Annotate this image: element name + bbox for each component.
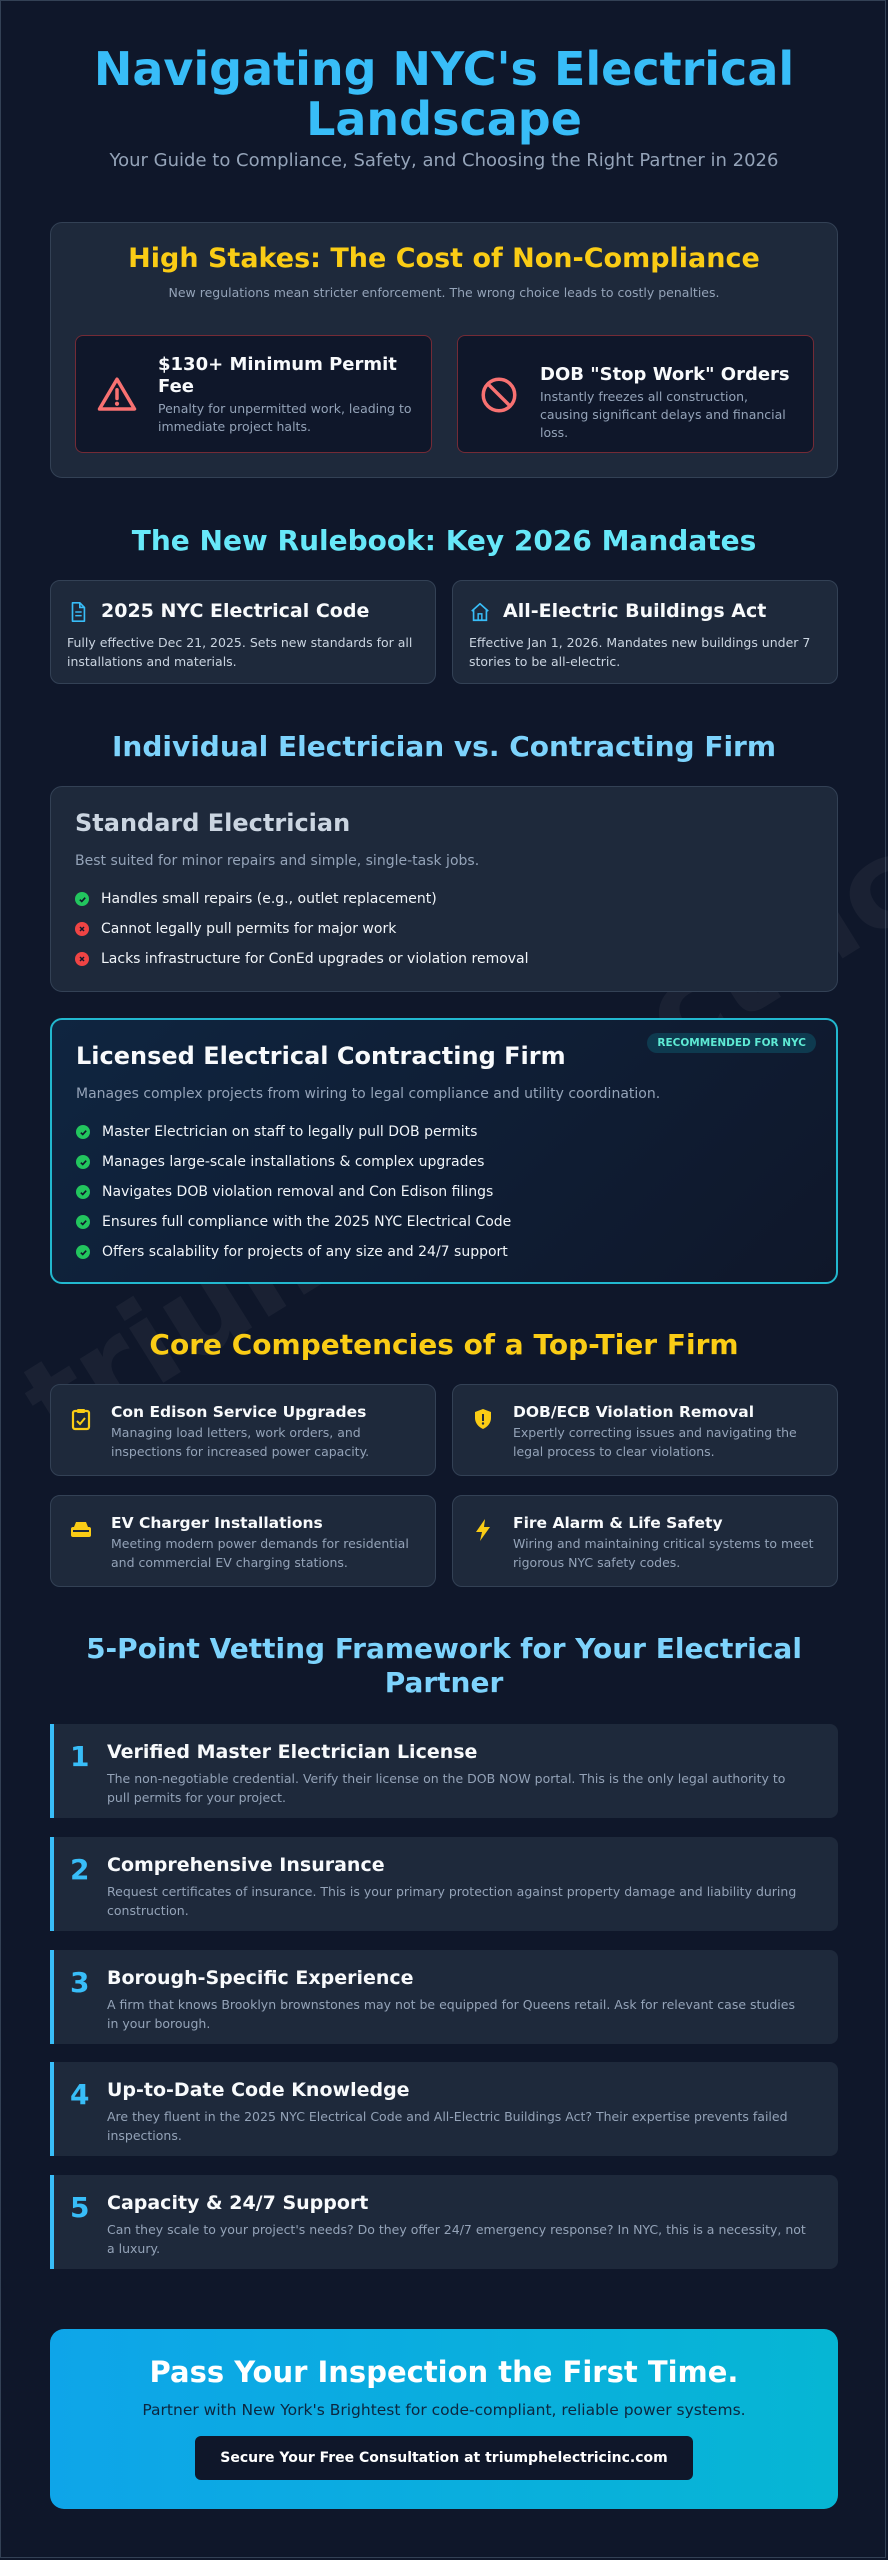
rule-card-electrical-code	[50, 580, 436, 684]
competency-description: Meeting modern power demands for residential and commercial EV charging stations.	[111, 1536, 409, 1570]
list-item-text: Master Electrician on staff to legally pull DOB permits	[102, 1124, 478, 1140]
list-item-text: Offers scalability for projects of any size and 24/7 support	[102, 1244, 508, 1260]
stake-card-stop-work	[457, 335, 814, 453]
competencies-title: Core Competencies of a Top-Tier Firm	[149, 1328, 739, 1361]
contracting-firm-card	[50, 1018, 838, 1284]
stakes-title: High Stakes: The Cost of Non-Compliance	[128, 243, 760, 274]
x-icon	[75, 952, 89, 966]
list-item	[76, 1237, 511, 1267]
step-description: Are they fluent in the 2025 NYC Electrical Code and All-Electric Buildings Act? Their expertise prevents failed inspections.	[107, 2109, 788, 2143]
stakes-section	[50, 222, 838, 478]
list-item	[76, 1207, 511, 1237]
competency-description: Expertly correcting issues and navigating the legal process to clear violations.	[513, 1425, 797, 1459]
rule-card-title: 2025 NYC Electrical Code	[101, 600, 370, 622]
step-number: 3	[70, 1966, 90, 1999]
rule-card-all-electric	[452, 580, 838, 684]
standard-electrician-card	[50, 786, 838, 992]
contracting-firm-title: Licensed Electrical Contracting Firm	[76, 1042, 566, 1070]
list-item	[76, 1147, 511, 1177]
stakes-description: New regulations mean stricter enforcement. The wrong choice leads to costly penalties.	[168, 285, 720, 300]
competency-violation-removal	[452, 1384, 838, 1476]
step-description: Can they scale to your project's needs? Do they offer 24/7 emergency response? In NYC, this is a necessity, not a luxury.	[107, 2222, 806, 2256]
step-title: Capacity & 24/7 Support	[107, 2192, 369, 2214]
prohibited-icon	[478, 374, 520, 416]
list-item	[75, 914, 529, 944]
standard-electrician-list	[75, 884, 529, 974]
stake-card-title: $130+ Minimum Permit Fee	[158, 354, 397, 397]
document-icon	[67, 601, 89, 623]
vetting-step-5	[50, 2175, 838, 2269]
step-title: Borough-Specific Experience	[107, 1967, 414, 1989]
vetting-step-3	[50, 1950, 838, 2044]
warning-icon	[96, 374, 138, 416]
standard-electrician-description: Best suited for minor repairs and simple, single-task jobs.	[75, 853, 480, 869]
list-item-text: Handles small repairs (e.g., outlet replacement)	[101, 891, 437, 907]
list-item-text: Navigates DOB violation removal and Con Edison filings	[102, 1184, 494, 1200]
competency-title: Con Edison Service Upgrades	[111, 1403, 367, 1421]
check-icon	[75, 892, 89, 906]
step-number: 2	[70, 1853, 90, 1886]
vetting-step-4	[50, 2062, 838, 2156]
page-subtitle: Your Guide to Compliance, Safety, and Choosing the Right Partner in 2026	[109, 150, 779, 171]
step-description: The non-negotiable credential. Verify their license on the DOB NOW portal. This is the only legal authority to pull permits for your project.	[107, 1771, 786, 1805]
cta-subtitle: Partner with New York's Brightest for code-compliant, reliable power systems.	[142, 2401, 746, 2419]
list-item-text: Lacks infrastructure for ConEd upgrades or violation removal	[101, 951, 529, 967]
stake-card-permit-fee	[75, 335, 432, 453]
step-title: Up-to-Date Code Knowledge	[107, 2079, 410, 2101]
building-icon	[469, 601, 491, 623]
stake-card-description: Penalty for unpermitted work, leading to immediate project halts.	[158, 401, 412, 434]
competency-con-edison	[50, 1384, 436, 1476]
list-item	[76, 1117, 511, 1147]
competency-title: EV Charger Installations	[111, 1514, 323, 1532]
comparison-title: Individual Electrician vs. Contracting Firm	[111, 730, 777, 763]
x-icon	[75, 922, 89, 936]
check-icon	[76, 1245, 90, 1259]
consultation-button[interactable]: Secure Your Free Consultation at triumphelectricinc.com	[195, 2436, 693, 2480]
car-icon	[69, 1518, 93, 1542]
list-item-text: Manages large-scale installations & complex upgrades	[102, 1154, 485, 1170]
list-item-text: Cannot legally pull permits for major work	[101, 921, 397, 937]
step-title: Verified Master Electrician License	[107, 1741, 478, 1763]
competency-description: Wiring and maintaining critical systems to meet rigorous NYC safety codes.	[513, 1536, 814, 1570]
vetting-step-2	[50, 1837, 838, 1931]
list-item-text: Ensures full compliance with the 2025 NYC Electrical Code	[102, 1214, 512, 1230]
rule-card-title: All-Electric Buildings Act	[503, 600, 767, 622]
shield-alert-icon	[471, 1407, 495, 1431]
list-item	[75, 884, 529, 914]
rule-card-description: Effective Jan 1, 2026. Mandates new buildings under 7 stories to be all-electric.	[469, 635, 811, 669]
contracting-firm-description: Manages complex projects from wiring to legal compliance and utility coordination.	[76, 1086, 661, 1102]
step-number: 4	[70, 2078, 90, 2111]
rule-card-description: Fully effective Dec 21, 2025. Sets new standards for all installations and materials.	[67, 635, 413, 669]
standard-electrician-title: Standard Electrician	[75, 809, 351, 837]
lightning-icon	[471, 1518, 495, 1542]
competency-fire-alarm	[452, 1495, 838, 1587]
check-icon	[76, 1155, 90, 1169]
list-item	[75, 944, 529, 974]
cta-section	[50, 2329, 838, 2509]
competency-description: Managing load letters, work orders, and inspections for increased power capacity.	[111, 1425, 370, 1459]
stake-card-title: DOB "Stop Work" Orders	[540, 364, 790, 385]
check-icon	[76, 1125, 90, 1139]
cta-title: Pass Your Inspection the First Time.	[149, 2355, 739, 2389]
check-icon	[76, 1215, 90, 1229]
vetting-step-1	[50, 1724, 838, 1818]
stake-card-description: Instantly freezes all construction, causing significant delays and financial loss.	[540, 389, 786, 440]
page-title: Navigating NYC's Electrical Landscape	[93, 42, 795, 146]
step-description: Request certificates of insurance. This is your primary protection against property damage and liability during construction.	[107, 1884, 797, 1918]
contracting-firm-list	[76, 1117, 511, 1267]
check-icon	[76, 1185, 90, 1199]
list-item	[76, 1177, 511, 1207]
recommended-badge: RECOMMENDED FOR NYC	[647, 1033, 816, 1053]
step-number: 5	[70, 2191, 90, 2224]
clipboard-icon	[69, 1407, 93, 1431]
rulebook-title: The New Rulebook: Key 2026 Mandates	[131, 524, 757, 557]
competency-title: Fire Alarm & Life Safety	[513, 1514, 723, 1532]
competency-title: DOB/ECB Violation Removal	[513, 1403, 755, 1421]
vetting-title: 5-Point Vetting Framework for Your Electrical Partner	[86, 1632, 802, 1699]
step-title: Comprehensive Insurance	[107, 1854, 385, 1876]
competency-ev-charger	[50, 1495, 436, 1587]
step-number: 1	[70, 1740, 90, 1773]
step-description: A firm that knows Brooklyn brownstones may not be equipped for Queens retail. Ask for relevant case studies in your borough.	[107, 1997, 795, 2031]
